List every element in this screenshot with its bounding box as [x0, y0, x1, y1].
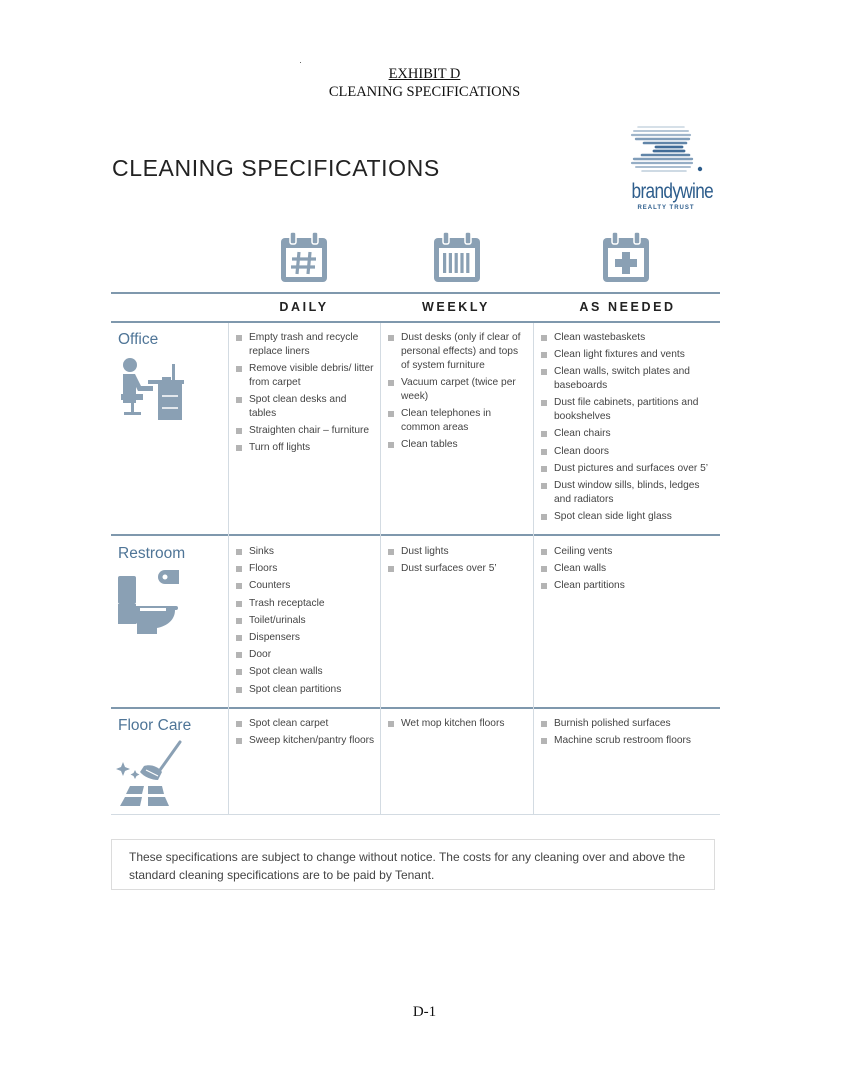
- column-divider: [380, 323, 381, 814]
- list-item: Dust window sills, blinds, ledges and radiators: [540, 479, 710, 507]
- section-name-floor-care: Floor Care: [118, 717, 192, 734]
- table-bottom-rule: [111, 814, 720, 815]
- brandywine-logo: [624, 124, 714, 216]
- list-item: Ceiling vents: [540, 545, 710, 559]
- office-daily-list: [235, 331, 375, 458]
- list-item: Clean light fixtures and vents: [540, 348, 710, 362]
- office-section-rule: [111, 534, 720, 536]
- calendar-hash-icon: [279, 232, 329, 284]
- office-weekly-list: [387, 331, 527, 455]
- list-item: Clean walls: [540, 562, 710, 576]
- list-item: Remove visible debris/ litter from carpet: [235, 362, 375, 390]
- section-name-restroom: Restroom: [118, 545, 186, 562]
- broom-floor-icon: [116, 740, 184, 808]
- page-number: D-1: [412, 1004, 437, 1020]
- office-worker-icon: [118, 356, 186, 422]
- list-item: Spot clean desks and tables: [235, 393, 375, 421]
- floor-care-weekly-list: [387, 717, 527, 734]
- list-item: Clean wastebaskets: [540, 331, 710, 345]
- list-item: Dispensers: [235, 631, 375, 645]
- list-item: Sinks: [235, 545, 375, 559]
- list-item: Clean walls, switch plates and baseboards: [540, 365, 710, 393]
- disclaimer-box: [111, 839, 715, 890]
- list-item: Dust file cabinets, partitions and bookshelves: [540, 396, 710, 424]
- section-name-office: Office: [118, 331, 159, 348]
- logo-wordmark: brandywine: [631, 180, 714, 203]
- list-item: Spot clean carpet: [235, 717, 375, 731]
- list-item: Clean partitions: [540, 579, 710, 593]
- column-divider: [533, 323, 534, 814]
- list-item: Spot clean walls: [235, 665, 375, 679]
- logo-tagline: REALTY TRUST: [637, 205, 695, 211]
- column-header-daily: DAILY: [279, 300, 329, 314]
- list-item: Dust desks (only if clear of personal effects) and tops of system furniture: [387, 331, 527, 372]
- column-header-as-needed: AS NEEDED: [579, 300, 676, 314]
- list-item: Vacuum carpet (twice per week): [387, 376, 527, 404]
- calendar-plus-icon: [601, 232, 651, 284]
- floor-care-as-needed-list: [540, 717, 710, 751]
- list-item: Dust lights: [387, 545, 527, 559]
- list-item: Turn off lights: [235, 441, 375, 455]
- restroom-weekly-list: [387, 545, 527, 579]
- restroom-daily-list: [235, 545, 375, 700]
- restroom-section-rule: [111, 707, 720, 709]
- floor-care-daily-list: [235, 717, 375, 751]
- list-item: Toilet/urinals: [235, 614, 375, 628]
- logo-b-mark: [624, 124, 708, 182]
- column-divider: [228, 323, 229, 814]
- restroom-as-needed-list: [540, 545, 710, 597]
- list-item: Floors: [235, 562, 375, 576]
- list-item: Machine scrub restroom floors: [540, 734, 710, 748]
- list-item: Door: [235, 648, 375, 662]
- list-item: Clean doors: [540, 445, 710, 459]
- disclaimer-text: These specifications are subject to change without notice. The costs for any cleaning over and above the standard cleaning specifications are to be paid by Tenant.: [129, 850, 686, 882]
- list-item: Sweep kitchen/pantry floors: [235, 734, 375, 748]
- exhibit-subtitle: CLEANING SPECIFICATIONS: [328, 84, 521, 100]
- list-item: Dust pictures and surfaces over 5’: [540, 462, 710, 476]
- list-item: Burnish polished surfaces: [540, 717, 710, 731]
- list-item: Clean telephones in common areas: [387, 407, 527, 435]
- toilet-icon: [116, 568, 184, 636]
- list-item: Straighten chair – furniture: [235, 424, 375, 438]
- list-item: Clean tables: [387, 438, 527, 452]
- header-bottom-rule: [111, 321, 720, 323]
- stray-mark: [300, 62, 301, 63]
- list-item: Empty trash and recycle replace liners: [235, 331, 375, 359]
- page-title: CLEANING SPECIFICATIONS: [112, 155, 440, 181]
- column-header-weekly: WEEKLY: [422, 300, 490, 314]
- list-item: Dust surfaces over 5’: [387, 562, 527, 576]
- calendar-bars-icon: [432, 232, 482, 284]
- office-as-needed-list: [540, 331, 710, 527]
- list-item: Clean chairs: [540, 427, 710, 441]
- list-item: Spot clean partitions: [235, 683, 375, 697]
- list-item: Spot clean side light glass: [540, 510, 710, 524]
- list-item: Trash receptacle: [235, 597, 375, 611]
- exhibit-label: EXHIBIT D: [388, 66, 461, 82]
- header-top-rule: [111, 292, 720, 294]
- list-item: Wet mop kitchen floors: [387, 717, 527, 731]
- list-item: Counters: [235, 579, 375, 593]
